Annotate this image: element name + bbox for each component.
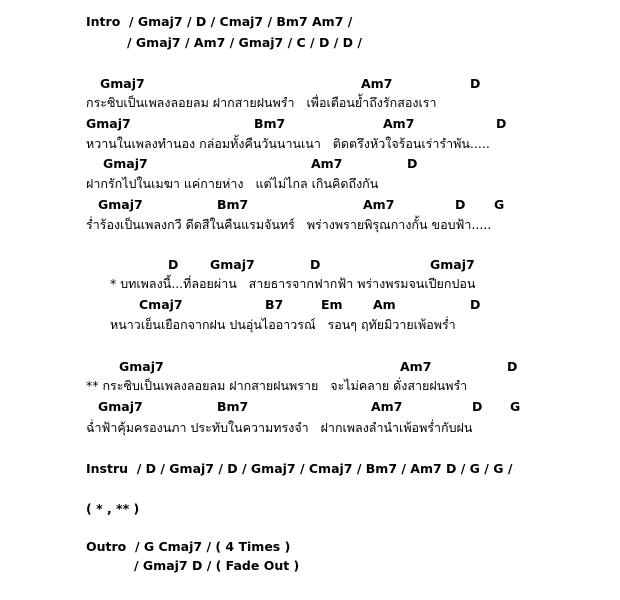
- chord: D: [496, 116, 507, 131]
- lyric-line: ** กระซิบเป็นเพลงลอยลม ฝากสายฝนพราย จะไม่คลาย ดั่งสายฝนพรำ: [86, 378, 468, 393]
- chord: G: [510, 399, 521, 414]
- lyric-line: ฉ่ำฟ้าคุ้มครองนภา ประทับในความทรงจำ ฝากเพลงลำนำเพ้อพร่ำกับฝน: [86, 420, 473, 435]
- lyric-line: กระซิบเป็นเพลงลอยลม ฝากสายฝนพรำ เพื่อเตือนย้ำถึงรักสองเรา: [86, 95, 437, 110]
- chord: Gmaj7: [210, 257, 255, 272]
- chord: Am7: [361, 76, 393, 91]
- instru-line: Instru / D / Gmaj7 / D / Gmaj7 / Cmaj7 / Bm7 / Am7 D / G / G /: [86, 461, 513, 476]
- chord: Gmaj7: [119, 359, 164, 374]
- chord: D: [472, 399, 483, 414]
- lyric-line: หนาวเย็นเยือกจากฝน ปนอุ่นไออาวรณ์ รอนๆ ฤทัยมิวายเพ้อพร่ำ: [110, 317, 456, 332]
- chord: Gmaj7: [98, 197, 143, 212]
- chord: Gmaj7: [86, 116, 131, 131]
- chord: Bm7: [217, 399, 249, 414]
- lyric-line: หวานในเพลงทำนอง กล่อมทั้งคืนวันนานเนา ติดตรึงหัวใจร้อนเร่ารำพัน.....: [86, 136, 490, 151]
- intro-line-2: / Gmaj7 / Am7 / Gmaj7 / C / D / D /: [127, 35, 362, 50]
- chord: D: [168, 257, 179, 272]
- chord: Gmaj7: [103, 156, 148, 171]
- chord: Bm7: [254, 116, 286, 131]
- chord: Am7: [383, 116, 415, 131]
- outro-line-2: / Gmaj7 D / ( Fade Out ): [134, 558, 300, 573]
- chord: D: [310, 257, 321, 272]
- chord: D: [407, 156, 418, 171]
- chord: Am7: [363, 197, 395, 212]
- outro-line-1: Outro / G Cmaj7 / ( 4 Times ): [86, 539, 291, 554]
- chord: Gmaj7: [98, 399, 143, 414]
- chord: Em: [321, 297, 343, 312]
- chord: Gmaj7: [100, 76, 145, 91]
- chord: B7: [265, 297, 284, 312]
- chord: Gmaj7: [430, 257, 475, 272]
- intro-line-1: Intro / Gmaj7 / D / Cmaj7 / Bm7 Am7 /: [86, 14, 353, 29]
- chord: D: [507, 359, 518, 374]
- chord: Am7: [311, 156, 343, 171]
- chord: D: [470, 76, 481, 91]
- lyric-line: ฝากรักไปในเมฆา แค่กายห่าง แต่ไม่ไกล เกินคิดถึงกัน: [86, 176, 379, 191]
- chord: Am7: [400, 359, 432, 374]
- chord: D: [455, 197, 466, 212]
- chord: Am: [373, 297, 396, 312]
- chord: G: [494, 197, 505, 212]
- chord: Bm7: [217, 197, 249, 212]
- chord: Am7: [371, 399, 403, 414]
- lyric-line: * บทเพลงนี้...ที่ลอยผ่าน สายธารจากฟากฟ้า พร่างพรมจนเปียกปอน: [110, 276, 476, 291]
- chord: Cmaj7: [139, 297, 183, 312]
- repeat-note: ( * , ** ): [86, 501, 140, 516]
- chord: D: [470, 297, 481, 312]
- lyric-line: ร่ำร้องเป็นเพลงกวี ดีดสีในคืนแรมจันทร์ พร่างพรายพิรุณกางกั้น ขอบฟ้า.....: [86, 217, 492, 232]
